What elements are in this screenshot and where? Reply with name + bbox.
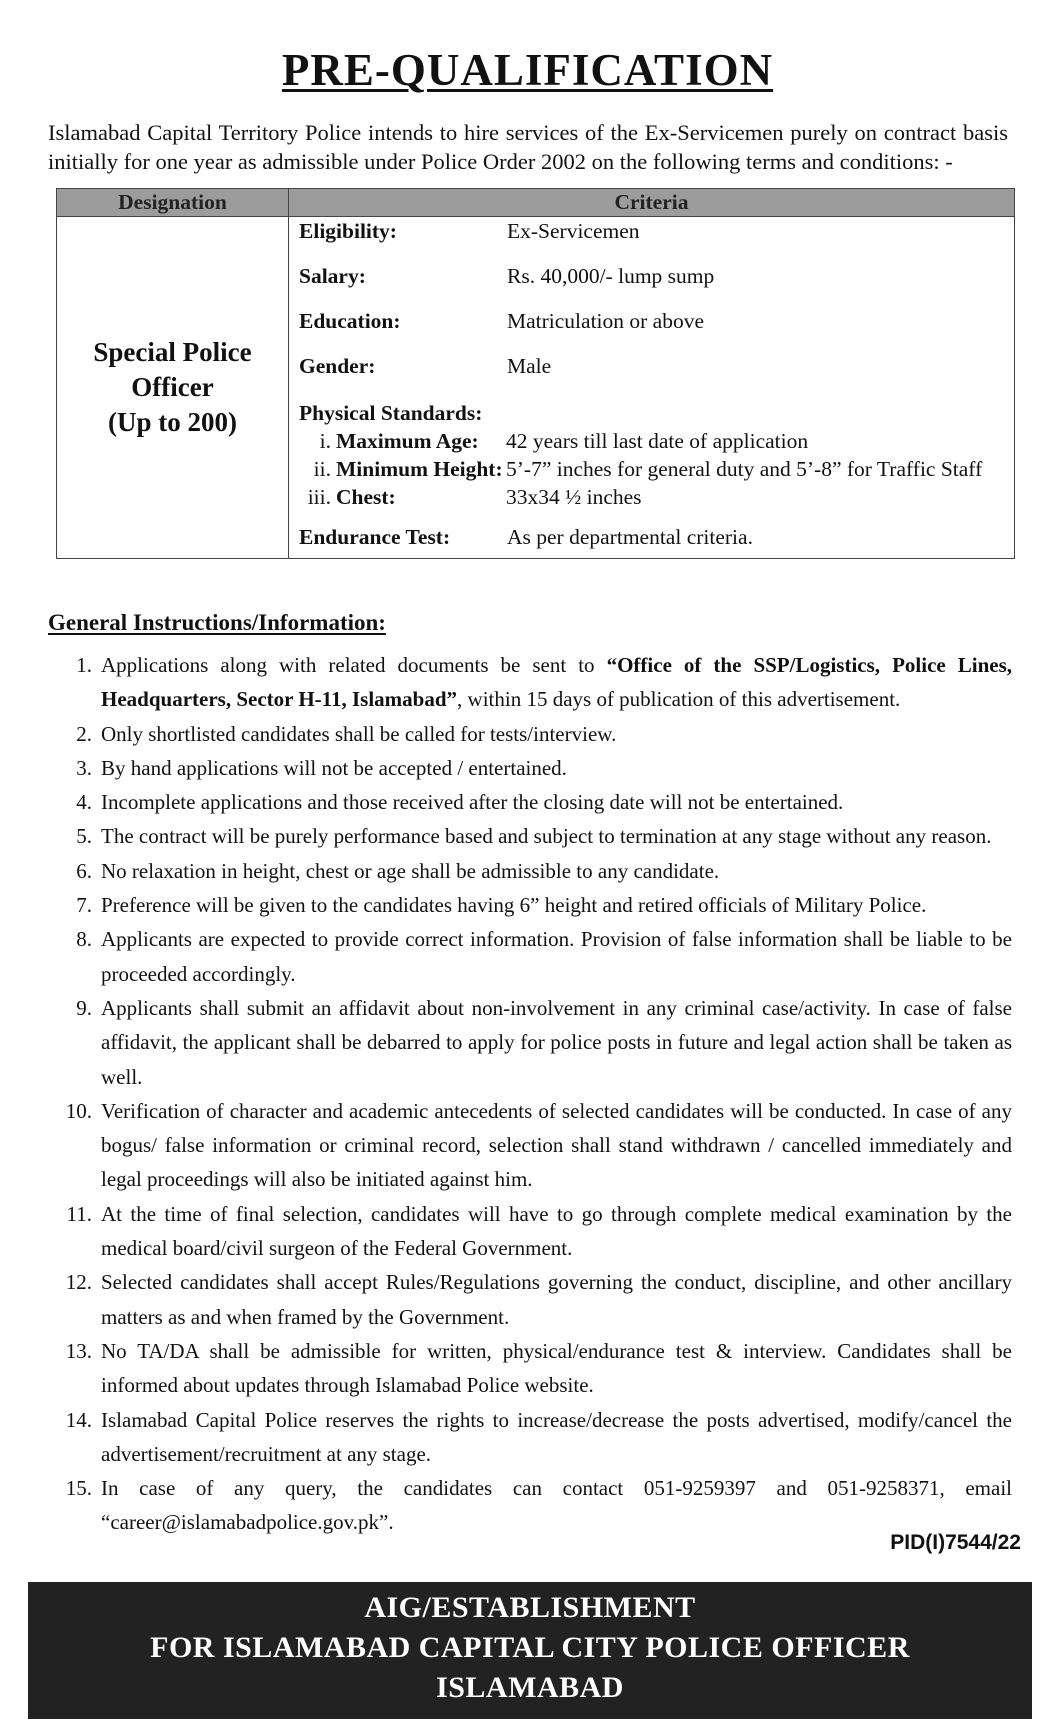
item-text <box>101 819 1012 853</box>
item-text-part: Incomplete applications and those received after the closing date will not be entertained. <box>101 790 844 815</box>
criteria-row-gender <box>289 354 1014 399</box>
item-number: 12. <box>65 1270 92 1295</box>
item-number: 7. <box>76 893 92 918</box>
physical-label: Chest: <box>336 485 396 509</box>
item-text-part: Selected candidates shall accept Rules/Regulations governing the conduct, discipline, and other ancillary matters as and when framed by the Government. <box>101 1270 1012 1329</box>
list-item <box>48 854 1012 888</box>
physical-value: 33x34 ½ inches <box>506 485 642 509</box>
designation-line: Special Police <box>93 337 252 367</box>
item-text-bold: “Office of the SSP/Logistics, Police Lines, Headquarters, Sector H-11, Islamabad” <box>101 653 1012 712</box>
item-text <box>101 648 1012 717</box>
item-text-part: Preference will be given to the candidates having 6” height and retired officials of Military Police. <box>101 893 927 918</box>
list-item <box>48 1471 1012 1540</box>
item-number: 3. <box>76 755 92 780</box>
table-header-row <box>57 189 1015 217</box>
list-item <box>48 648 1012 717</box>
item-number: 6. <box>76 858 92 883</box>
list-item <box>48 1265 1012 1334</box>
criteria-header: Criteria <box>289 189 1015 217</box>
item-text-part: At the time of final selection, candidates will have to go through complete medical examination by the medical board/civil surgeon of the Federal Government. <box>101 1201 1012 1261</box>
item-number: 13. <box>65 1338 92 1363</box>
criteria-value: As per departmental criteria. <box>507 525 753 549</box>
list-item <box>48 888 1012 922</box>
criteria-value: Rs. 40,000/- lump sump <box>507 264 715 288</box>
instructions-heading: General Instructions/Information: <box>48 610 386 635</box>
physical-value: 5’-7” inches for general duty and 5’-8” for Traffic Staff <box>506 457 983 481</box>
designation-line: Officer <box>131 372 214 402</box>
item-number: 14. <box>65 1407 92 1432</box>
item-number: 4. <box>76 790 92 815</box>
item-text <box>101 854 1012 888</box>
criteria-label: Gender: <box>299 354 376 378</box>
item-text-part: In case of any query, the candidates can contact 051-9259397 and 051-9258371, email “career@islamabadpolice.gov.pk”. <box>101 1476 1012 1535</box>
item-text <box>101 1197 1012 1266</box>
criteria-value: Matriculation or above <box>507 309 705 333</box>
item-text <box>101 1403 1012 1472</box>
item-text-part: Verification of character and academic antecedents of selected candidates will be conducted. In case of any bogus/ false information or criminal record, selection shall stand withdrawn / cancelled immediately and legal proceedings will also be initiated against him. <box>101 1098 1012 1192</box>
designation-cell <box>57 217 289 559</box>
title-block <box>0 44 1055 96</box>
item-text-part: By hand applications will not be accepted / entertained. <box>101 755 567 780</box>
criteria-label: Salary: <box>299 264 366 288</box>
footer-line: ISLAMABAD <box>436 1671 624 1704</box>
physical-standards-label: Physical Standards: <box>299 401 483 425</box>
page-title: PRE-QUALIFICATION <box>281 45 774 95</box>
list-item <box>48 717 1012 751</box>
item-text-part: , within 15 days of publication of this advertisement. <box>457 687 901 712</box>
criteria-row-education <box>289 309 1014 354</box>
roman-numeral: ii. <box>313 457 331 481</box>
physical-item-age <box>289 427 1014 455</box>
pid-code: PID(I)7544/22 <box>890 1531 1021 1554</box>
item-text-part: Islamabad Capital Police reserves the rights to increase/decrease the posts advertised, modify/cancel the advertisement/recruitment at any stage. <box>101 1407 1012 1466</box>
item-text <box>101 751 1012 785</box>
footer-banner <box>28 1582 1032 1719</box>
physical-value: 42 years till last date of application <box>506 429 809 453</box>
item-text-part: Applicants are expected to provide correct information. Provision of false information shall be liable to be proceeded accordingly. <box>101 927 1012 986</box>
designation-line: (Up to 200) <box>108 407 237 437</box>
list-item <box>48 1334 1012 1403</box>
item-number: 8. <box>76 927 92 952</box>
criteria-label: Endurance Test: <box>299 525 451 549</box>
list-item <box>48 1094 1012 1197</box>
item-text-part: Applications along with related documents be sent to <box>101 653 607 677</box>
item-text-part: Only shortlisted candidates shall be called for tests/interview. <box>101 721 617 746</box>
criteria-cell <box>289 217 1015 559</box>
item-number: 9. <box>76 995 92 1020</box>
physical-item-chest <box>289 483 1014 511</box>
item-text <box>101 1471 1012 1540</box>
item-number: 11. <box>66 1201 92 1226</box>
criteria-row-eligibility <box>289 219 1014 264</box>
list-item <box>48 922 1012 991</box>
item-text <box>101 922 1012 991</box>
item-text-part: The contract will be purely performance based and subject to termination at any stage without any reason. <box>101 824 992 849</box>
item-text <box>101 991 1012 1094</box>
table-body-row <box>57 217 1015 559</box>
item-text-part: No TA/DA shall be admissible for written, physical/endurance test & interview. Candidates shall be informed about updates through Islamabad Police website. <box>101 1338 1012 1398</box>
roman-numeral: i. <box>319 429 331 453</box>
list-item <box>48 991 1012 1094</box>
item-text <box>101 785 1012 819</box>
roman-numeral: iii. <box>307 485 331 509</box>
criteria-row-endurance <box>289 525 1014 550</box>
item-number: 10. <box>65 1098 92 1123</box>
item-number: 5. <box>76 824 92 849</box>
physical-label: Minimum Height: <box>336 457 503 481</box>
item-text <box>101 888 1012 922</box>
physical-label: Maximum Age: <box>336 429 479 453</box>
criteria-label: Education: <box>299 309 401 333</box>
item-number: 1. <box>76 653 92 677</box>
criteria-row-salary <box>289 264 1014 309</box>
designation-header: Designation <box>57 189 289 217</box>
intro-paragraph: Islamabad Capital Territory Police intends to hire services of the Ex-Servicemen purely on contract basis initially for one year as admissible under Police Order 2002 on the following terms and conditions: - <box>48 120 1008 174</box>
criteria-value: Male <box>507 354 552 378</box>
footer-line: AIG/ESTABLISHMENT <box>364 1591 696 1624</box>
instructions-list <box>48 648 1012 1540</box>
item-text-part: No relaxation in height, chest or age shall be admissible to any candidate. <box>101 858 720 883</box>
item-text-part: Applicants shall submit an affidavit about non-involvement in any criminal case/activity. In case of false affidavit, the applicant shall be debarred to apply for police posts in future and legal action shall be taken as well. <box>101 995 1012 1089</box>
footer-line: FOR ISLAMABAD CAPITAL CITY POLICE OFFICER <box>150 1631 910 1664</box>
item-text <box>101 1094 1012 1197</box>
list-item <box>48 751 1012 785</box>
criteria-value: Ex-Servicemen <box>507 219 640 243</box>
list-item <box>48 819 1012 853</box>
criteria-label: Eligibility: <box>299 219 397 243</box>
item-number: 15. <box>65 1476 92 1501</box>
list-item <box>48 1403 1012 1472</box>
item-number: 2. <box>76 721 92 746</box>
physical-item-height <box>289 455 1014 483</box>
list-item <box>48 1197 1012 1266</box>
item-text <box>101 1265 1012 1334</box>
item-text <box>101 1334 1012 1403</box>
criteria-table <box>56 188 1015 559</box>
list-item <box>48 785 1012 819</box>
item-text <box>101 717 1012 751</box>
